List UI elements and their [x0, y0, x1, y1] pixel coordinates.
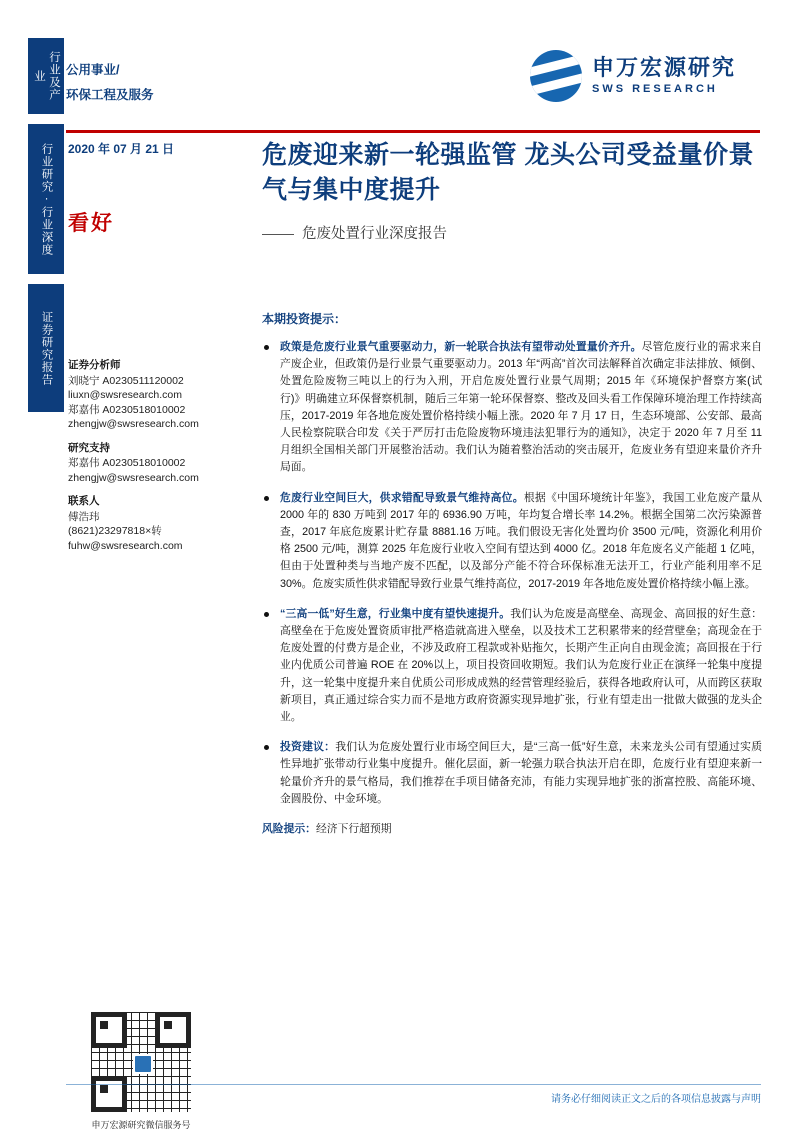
risk-label: 风险提示： — [262, 823, 316, 836]
qr-code-icon[interactable] — [91, 1012, 191, 1112]
qr-finder-bottom-left — [91, 1076, 127, 1112]
qr-block — [66, 1012, 216, 1131]
list-item — [262, 606, 762, 726]
support-email[interactable]: zhengjw@swsresearch.com — [68, 471, 199, 484]
brand-name-cn: 申万宏源研究 — [591, 55, 736, 80]
sws-wave-icon — [530, 50, 582, 102]
support-group — [68, 441, 258, 486]
risk-disclosure — [262, 821, 762, 838]
list-item — [262, 739, 762, 808]
page-title: 危废迎来新一轮强监管 龙头公司受益量价景气与集中度提升 — [262, 141, 754, 204]
header-divider — [66, 130, 760, 133]
document-header — [60, 50, 760, 128]
qr-finder-top-right — [155, 1012, 191, 1048]
support-group-title: 研究支持 — [68, 441, 110, 454]
body-content — [262, 310, 762, 838]
qr-finder-top-left — [91, 1012, 127, 1048]
investment-highlights-heading: 本期投资提示： — [262, 312, 347, 326]
qr-center-logo-icon — [133, 1054, 153, 1074]
contacts-panel — [68, 358, 258, 562]
contact-name: 傅浩玮 — [68, 510, 100, 523]
highlights-list — [262, 339, 762, 808]
analyst-email[interactable]: zhengjw@swsresearch.com — [68, 418, 199, 430]
list-item — [262, 490, 762, 593]
vertical-rail — [28, 38, 64, 598]
footer-disclaimer: 请务必仔细阅读正文之后的各项信息披露与声明 — [551, 1094, 761, 1105]
brand-name-en: SWS RESEARCH — [591, 83, 718, 95]
point-text: 我们认为危废处置行业市场空间巨大，是“三高一低”好生意，未来龙头公司有望通过实质性异地扩张带动行业集中度提升。催化层面，新一轮强力联合执法开启在即，危废行业有望迎来新一轮量价齐升的景气格局，我们推荐在手项目储备充沛，有能力实现异地扩张的浙富控股、高能环境、金圆股份、中金环境。 — [280, 741, 763, 805]
contact-email[interactable]: fuhw@swsresearch.com — [68, 539, 183, 552]
rail-item-securities-report: 证券研究报告 — [28, 284, 64, 412]
subtitle-text: 危废处置行业深度报告 — [302, 226, 447, 242]
point-text: 尽管危废行业的需求来自产废企业，但政策仍是行业景气重要驱动力。2013 年“两高”首次司法解释首次确定非法排放、倾倒、处置危险废物三吨以上的行为入刑，开启危废处置行业景气周期；2015 年《环境保护督察方案(试行)》明确建立环保督察机制，随后三年第一轮环保督察、整改及回头看工作保障环境治理工作持续高压，2017-2019 年各地危废处置价格持续小幅上涨。2020 年 7 月 17 日，生态环境部、公安部、最高人民检察院联合印发《关于严厉打击危险废物环境违法犯罪行为的通知》，决定于 2020 年 7 月至 11 月组织全国相关部门开展整治活动。我们认为随着整治活动的突击展开，危废业务有望迎来量价齐升局面。 — [280, 341, 763, 474]
footer-divider — [66, 1084, 761, 1085]
sector-line-1: 公用事业/ — [66, 63, 120, 77]
contact-phone: (8621)23297818×转 — [68, 525, 162, 537]
support-line: 郑嘉伟 A0230518010002 — [68, 457, 186, 469]
title-block — [262, 138, 762, 243]
point-lead: 政策是危废行业景气重要驱动力，新一轮联合执法有望带动处置量价齐升。 — [280, 341, 642, 353]
rating-badge: 看好 — [68, 212, 114, 235]
risk-text: 经济下行超预期 — [315, 823, 392, 836]
analyst-email[interactable]: liuxn@swsresearch.com — [68, 389, 182, 401]
point-text: 根据《中国环境统计年鉴》，我国工业危废产量从 2000 年的 830 万吨到 2017 年的 6936.90 万吨，年均复合增长率 14.2%。根据全国第二次污染源普查，2017 年底危废累计贮存量 8881.16 万吨。我们假设无害化处置均价 3500 元/吨，资源化利用价格 2500 元/吨，测算 2025 年危废行业收入空间有望达到 4000 亿。2018 年危废名义产能超 1 亿吨，但由于处置种类与当地产废不匹配，以及部分产能不符合环保标准无法开工，行业产能利用率不足 30%。危废实质性供求错配导致行业景气维持高位，2017-2019 年各地危废处置价格持续小幅上涨。 — [280, 491, 762, 590]
report-date: 2020 年 07 月 21 日 — [68, 142, 175, 156]
sector-label — [66, 58, 154, 108]
rail-item-research-depth: 行业研究·行业深度 — [28, 124, 64, 274]
report-subtitle — [262, 222, 762, 243]
analyst-line: 郑嘉伟 A0230518010002 — [68, 403, 186, 416]
rail-item-industry: 行业及产业 — [28, 38, 64, 114]
subtitle-dash-icon — [262, 234, 294, 235]
point-lead: “三高一低”好生意，行业集中度有望快速提升。 — [280, 607, 511, 620]
sector-line-2: 环保工程及服务 — [66, 88, 154, 102]
list-item — [262, 339, 762, 477]
brand-logo — [530, 50, 736, 102]
brand-text — [592, 55, 736, 97]
analyst-group — [68, 358, 258, 432]
analyst-line: 刘晓宁 A0230511120002 — [68, 374, 184, 387]
contact-group-title: 联系人 — [68, 495, 100, 507]
point-text: 我们认为危废是高壁垒、高现金、高回报的好生意：高壁垒在于危废处置资质审批严格造就高进入壁垒，以及技术工艺积累带来的经营壁垒；高现金在于危废处置的付费方是企业，不涉及政府工程款或补贴拖欠，长期产生正向自由现金流；高回报在于行业内优质公司普遍 ROE 在 20%以上，项目投资回收期短。我们认为危废行业正在演绎一轮集中度提升，这一轮集中度提升来自优质公司形成成熟的经营管理经验后，获得各地政府认可，从而跨区获取新项目，真正通过综合实力而不是地方政府资源实现异地扩张，行业有望走出一批做大做强的龙头企业。 — [280, 607, 762, 724]
point-lead: 危废行业空间巨大，供求错配导致景气维持高位。 — [280, 491, 524, 504]
contact-group — [68, 494, 258, 553]
point-lead: 投资建议： — [280, 741, 336, 754]
report-meta — [68, 140, 248, 237]
qr-caption: 申万宏源研究微信服务号 — [91, 1120, 191, 1130]
analyst-group-title: 证券分析师 — [68, 359, 121, 371]
